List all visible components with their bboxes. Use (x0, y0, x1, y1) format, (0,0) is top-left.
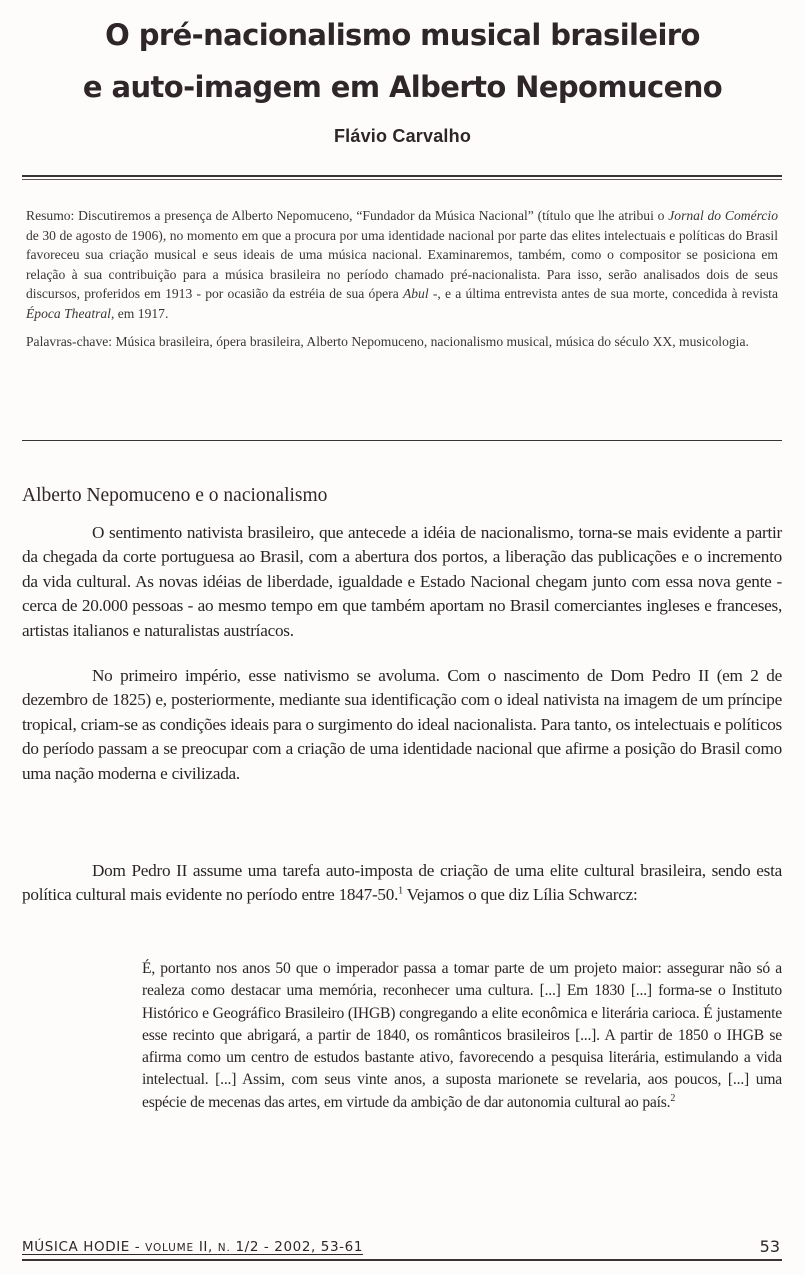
body-paragraph-1: O sentimento nativista brasileiro, que antecede a idéia de nacionalismo, torna-se mais evidente a partir da chegada da corte portuguesa ao Brasil, com a abertura dos portos, a liberação das publicações e o incremento da vida cultural. As novas idéias de liberdade, igualdade e Estado Nacional chegam junto com essa nova gente - cerca de 20.000 pessoas - ao mesmo tempo em que também aportam no Brasil comerciantes ingleses e franceses, artistas italianos e naturalistas austríacos. (22, 523, 782, 640)
body-paragraph-2: No primeiro império, esse nativismo se avoluma. Com o nascimento de Dom Pedro II (em 2 de dezembro de 1825) e, posteriormente, mediante sua identificação com o ideal nativista na imagem de um príncipe tropical, criam-se as condições ideais para o surgimento do ideal nacionalista. Para tanto, os intelectuais e políticos do período passam a se preocupar com a criação de uma identidade nacional que afirme a posição do Brasil como uma nação moderna e civilizada. (22, 666, 782, 783)
footnote-ref-2[interactable]: 2 (670, 1092, 676, 1104)
page-footer (22, 1237, 782, 1261)
page-number: 53 (759, 1237, 780, 1256)
block-quote: É, portanto nos anos 50 que o imperador passa a tomar parte de um projeto maior: assegurar não só a realeza como destacar uma memória, reconhecer uma cultura. [...] Em 1830 [...] forma-se o Instituto Histórico e Geográfico Brasileiro (IHGB) congregando a elite econômica e literária carioca. É justamente esse recinto que abrigará, a partir de 1840, os românticos brasileiros [...]. A partir de 1850 o IHGB se afirma como um centro de estudos bastante ativo, favorecendo a pesquisa literária, estimulando a vida intelectual. [...] Assim, com seus vinte anos, a suposta marionete se revelaria, aos poucos, [...] uma espécie de mecenas das artes, em virtude da ambição de dar autonomia cultural ao país.$^2$ (142, 960, 782, 1111)
section-heading: Alberto Nepomuceno e o nacionalismo (22, 485, 328, 506)
abstract-bottom-rule (22, 440, 782, 441)
journal-citation: MÚSICA HODIE - VOLUME II, N. 1/2 - 2002, 53-61 (22, 1239, 364, 1255)
article-title-line-2: e auto-imagem em Alberto Nepomuceno (82, 70, 723, 104)
abstract-keywords: Palavras-chave: Música brasileira, ópera brasileira, Alberto Nepomuceno, nacionalismo musical, música do século XX, musicologia. (26, 333, 749, 349)
body-paragraph-3: Dom Pedro II assume uma tarefa auto-imposta de criação de uma elite cultural brasileira, sendo esta política cultural mais evidente no período entre 1847-50.$^1$ Vejamos o que diz Lília Schwarcz: (22, 861, 782, 905)
footnote-ref-1[interactable]: 1 (398, 885, 403, 897)
article-title-line-1: O pré-nacionalismo musical brasileiro (105, 18, 700, 52)
header-double-rule (22, 175, 782, 180)
abstract-resumo: Resumo: Discutiremos a presença de Alberto Nepomuceno, “Fundador da Música Nacional” (título que lhe atribui o Jornal do Comércio de 30 de agosto de 1906), no momento em que a procura por uma identidade nacional por parte das elites intelectuais e políticas do Brasil favoreceu sua criação musical e seus ideais de uma música nacional. Examinaremos, também, como o compositor se posiciona em relação à sua contribuição para a música brasileira no período chamado pré-nacionalista. Para isso, serão analisados dois de seus discursos, proferidos em 1913 - por ocasião da estréia de sua ópera Abul -, e a última entrevista antes de sua morte, concedida à revista Época Theatral, em 1917. (26, 208, 778, 321)
article-author: Flávio Carvalho (333, 126, 472, 146)
newspaper-title: Jornal do Comércio (668, 208, 778, 223)
opera-title: Abul (402, 286, 429, 302)
magazine-title: Época Theatral (26, 305, 111, 321)
abstract-block (26, 206, 778, 351)
